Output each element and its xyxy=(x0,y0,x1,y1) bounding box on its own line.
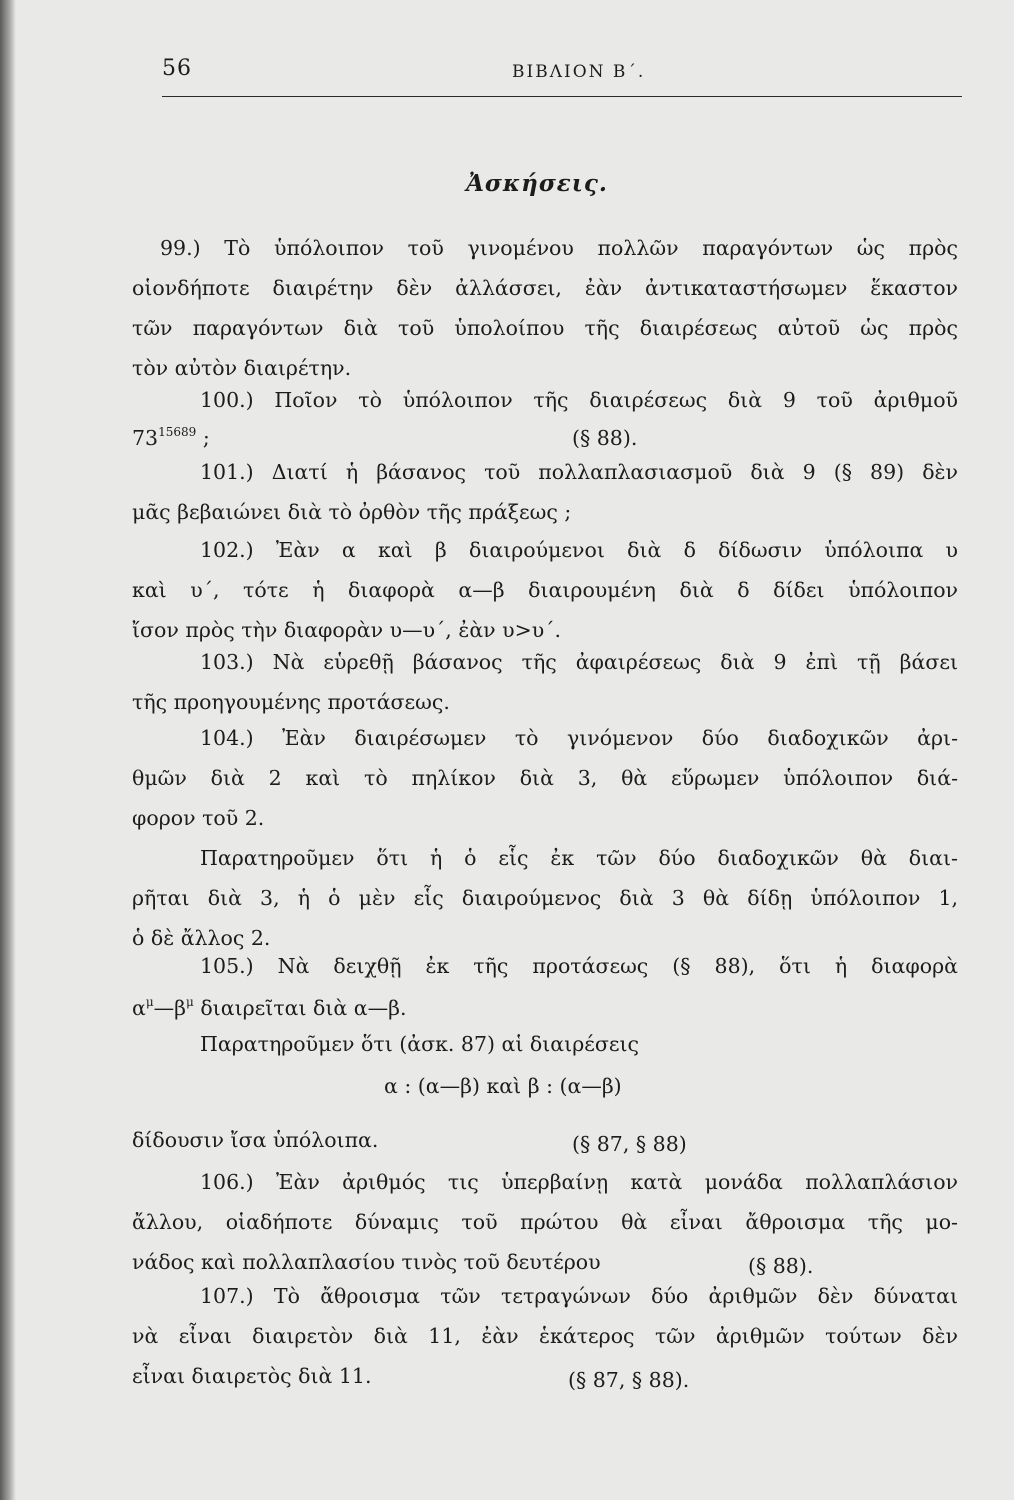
section-reference: (§ 88). xyxy=(572,426,638,450)
var-alpha: α xyxy=(132,996,146,1020)
formula: α : (α—β) καὶ β : (α—β) xyxy=(384,1074,622,1098)
text-line: τῶν παραγόντων διὰ τοῦ ὑπολοίπου τῆς διαιρέσεως αὐτοῦ ὡς πρὸς xyxy=(132,316,958,340)
page-number: 56 xyxy=(162,56,192,81)
text-line: ὁ δὲ ἄλλος 2. xyxy=(132,926,271,950)
text-line: ρῆται διὰ 3, ἡ ὁ μὲν εἷς διαιρούμενος διὰ 3 θὰ δίδῃ ὑπόλοιπον 1, xyxy=(132,886,958,910)
text-line: 106.) Ἐὰν ἀριθμός τις ὑπερβαίνῃ κατὰ μονάδα πολλαπλάσιον xyxy=(200,1170,958,1194)
number-exponent: 15689 xyxy=(158,425,197,439)
page-header xyxy=(162,56,962,96)
exponent: μ xyxy=(145,995,154,1009)
text-line: εἶναι διαιρετὸς διὰ 11. xyxy=(132,1364,372,1388)
text-line: 100.) Ποῖον τὸ ὑπόλοιπον τῆς διαιρέσεως διὰ 9 τοῦ ἀριθμοῦ xyxy=(200,388,958,412)
text-line: τῆς προηγουμένης προτάσεως. xyxy=(132,690,450,714)
text-line: καὶ υ΄, τότε ἡ διαφορὰ α—β διαιρουμένη διὰ δ δίδει ὑπόλοιπον xyxy=(132,578,958,602)
number-base: 73 xyxy=(132,426,159,450)
text-line: 102.) Ἐὰν α καὶ β διαιρούμενοι διὰ δ δίδωσιν ὑπόλοιπα υ xyxy=(200,538,958,562)
text-line: δίδουσιν ἴσα ὑπόλοιπα. xyxy=(132,1128,379,1152)
text-line: 103.) Νὰ εὑρεθῇ βάσανος τῆς ἀφαιρέσεως διὰ 9 ἐπὶ τῇ βάσει xyxy=(200,650,958,674)
section-title: Ἀσκήσεις. xyxy=(466,170,608,197)
question-mark: ; xyxy=(202,426,210,450)
text-line: Παρατηροῦμεν ὅτι (ἀσκ. 87) αἱ διαιρέσεις xyxy=(200,1032,639,1056)
text-line: φορον τοῦ 2. xyxy=(132,806,265,830)
exponent: μ xyxy=(186,995,194,1009)
text-line: τὸν αὐτὸν διαιρέτην. xyxy=(132,356,352,380)
text-line: 101.) Διατί ἡ βάσανος τοῦ πολλαπλασιασμοῦ διὰ 9 (§ 89) δὲν xyxy=(200,460,958,484)
text-line: 105.) Νὰ δειχθῇ ἐκ τῆς προτάσεως (§ 88), ὅτι ἡ διαφορὰ xyxy=(200,954,958,978)
text-line: οἱονδήποτε διαιρέτην δὲν ἀλλάσσει, ἐὰν ἀντικαταστήσωμεν ἕκαστον xyxy=(132,276,958,300)
text-line: 99.) Τὸ ὑπόλοιπον τοῦ γινομένου πολλῶν παραγόντων ὡς πρὸς xyxy=(160,236,958,260)
text-line: Παρατηροῦμεν ὅτι ἡ ὁ εἷς ἐκ τῶν δύο διαδοχικῶν θὰ διαι- xyxy=(200,846,958,870)
text-line: νὰ εἶναι διαιρετὸν διὰ 11, ἐὰν ἑκάτερος τῶν ἀριθμῶν τούτων δὲν xyxy=(132,1324,958,1348)
section-reference: (§ 87, § 88) xyxy=(572,1132,687,1156)
text-line xyxy=(132,412,210,452)
text-line: 107.) Τὸ ἄθροισμα τῶν τετραγώνων δύο ἀριθμῶν δὲν δύναται xyxy=(200,1284,958,1308)
section-reference: (§ 88). xyxy=(748,1254,814,1278)
header-rule xyxy=(162,96,962,97)
text-line: 104.) Ἐὰν διαιρέσωμεν τὸ γινόμενον δύο διαδοχικῶν ἀρι- xyxy=(200,726,958,750)
minus-beta: —β xyxy=(153,996,187,1020)
section-reference: (§ 87, § 88). xyxy=(568,1368,690,1392)
text-line xyxy=(132,982,407,1022)
running-title: ΒΙΒΛΙΟΝ Β΄. xyxy=(512,62,646,82)
text-tail: διαιρεῖται διὰ α—β. xyxy=(193,996,407,1020)
text-line: μᾶς βεβαιώνει διὰ τὸ ὀρθὸν τῆς πράξεως ; xyxy=(132,500,572,524)
text-line: νάδος καὶ πολλαπλασίου τινὸς τοῦ δευτέρου xyxy=(132,1250,601,1274)
text-line: ἄλλου, οἱαδήποτε δύναμις τοῦ πρώτου θὰ εἶναι ἄθροισμα τῆς μο- xyxy=(132,1210,958,1234)
text-line: ἴσον πρὸς τὴν διαφορὰν υ—υ΄, ἐὰν υ>υ΄. xyxy=(132,618,562,642)
text-line: θμῶν διὰ 2 καὶ τὸ πηλίκον διὰ 3, θὰ εὕρωμεν ὑπόλοιπον διά- xyxy=(132,766,958,790)
